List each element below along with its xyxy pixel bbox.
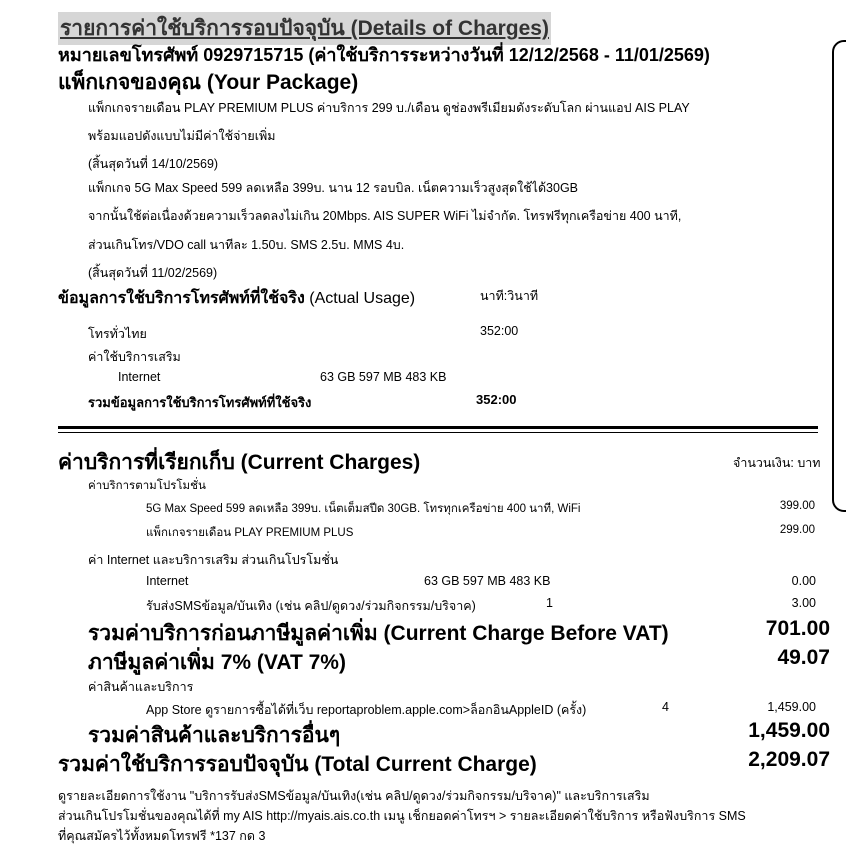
usage-heading [58, 286, 415, 311]
sms-label: รับส่งSMSข้อมูล/บันเทิง (เช่น คลิป/ดูดวง/ร่วมกิจกรรม/บริจาค) [146, 599, 476, 613]
usage-total-value: 352:00 [476, 392, 517, 407]
usage-internet-value: 63 GB 597 MB 483 KB [320, 370, 447, 384]
usage-unit-label: นาที:วินาที [480, 289, 539, 303]
usage-internet-label: Internet [118, 370, 161, 384]
sms-count: 1 [546, 596, 553, 610]
appstore-count: 4 [662, 700, 669, 714]
page-title: รายการค่าใช้บริการรอบปัจจุบัน (Details of Charges) [58, 12, 551, 45]
usage-heading-en: (Actual Usage) [309, 290, 416, 307]
promo-item-amount: 399.00 [779, 500, 815, 512]
usage-heading-th: ข้อมูลการใช้บริการโทรศัพท์ที่ใช้จริง [58, 290, 305, 307]
goods-total-amount: 1,459.00 [748, 719, 830, 742]
before-vat-label: รวมค่าบริการก่อนภาษีมูลค่าเพิ่ม (Current Charge Before VAT) [88, 622, 669, 645]
extra-services-label: ค่าใช้บริการเสริม [88, 350, 181, 364]
divider-thin [58, 432, 818, 433]
charges-internet-amount: 0.00 [791, 574, 816, 588]
call-label: โทรทั่วไทย [88, 327, 147, 341]
charges-heading: ค่าบริการที่เรียกเก็บ (Current Charges) [58, 451, 421, 474]
vat-label: ภาษีมูลค่าเพิ่ม 7% (VAT 7%) [88, 651, 346, 674]
vat-amount: 49.07 [777, 646, 830, 669]
before-vat-amount: 701.00 [765, 617, 830, 640]
grand-total-label: รวมค่าใช้บริการรอบปัจจุบัน (Total Current Charge) [58, 753, 537, 776]
package-line: (สิ้นสุดวันที่ 11/02/2569) [88, 266, 218, 280]
internet-section-label: ค่า Internet และบริการเสริม ส่วนเกินโปรโมชั่น [88, 553, 339, 567]
grand-total-amount: 2,209.07 [748, 748, 830, 771]
goods-section-label: ค่าสินค้าและบริการ [88, 680, 194, 694]
promo-item-desc: แพ็กเกจรายเดือน PLAY PREMIUM PLUS [146, 527, 354, 539]
package-line: แพ็กเกจ 5G Max Speed 599 ลดเหลือ 399บ. นาน 12 รอบบิล. เน็ตความเร็วสูงสุดใช้ได้30GB [88, 181, 579, 195]
sms-amount: 3.00 [791, 596, 816, 610]
footer-line: ส่วนเกินโปรโมชั่นของคุณได้ที่ my AIS http://myais.ais.co.th เมนู เช็กยอดค่าโทรฯ > รายละเอียดค่าใช้บริการ หรือฟังบริการ SMS [58, 809, 746, 823]
divider-thick [58, 426, 818, 429]
package-heading: แพ็กเกจของคุณ (Your Package) [58, 71, 359, 94]
promo-item-amount: 299.00 [779, 524, 815, 536]
currency-label: จำนวนเงิน: บาท [733, 456, 821, 470]
promo-item-desc: 5G Max Speed 599 ลดเหลือ 399บ. เน็ตเต็มสปีด 30GB. โทรทุกเครือข่าย 400 นาที, WiFi [146, 503, 581, 515]
phone-number-line: หมายเลขโทรศัพท์ 0929715715 (ค่าใช้บริการระหว่างวันที่ 12/12/2568 - 11/01/2569) [58, 45, 710, 65]
appstore-label: App Store ดูรายการซื้อได้ที่เว็บ reportaproblem.apple.com>ล็อกอินAppleID (ครั้ง) [146, 703, 587, 717]
package-line: จากนั้นใช้ต่อเนื่องด้วยความเร็วลดลงไม่เกิน 20Mbps. AIS SUPER WiFi ไม่จำกัด. โทรฟรีทุกเครือข่าย 400 นาที, [88, 209, 682, 223]
goods-total-label: รวมค่าสินค้าและบริการอื่นๆ [88, 724, 341, 747]
call-value: 352:00 [480, 324, 519, 338]
charges-internet-usage: 63 GB 597 MB 483 KB [424, 574, 551, 588]
package-line: แพ็กเกจรายเดือน PLAY PREMIUM PLUS ค่าบริการ 299 บ./เดือน ดูช่องพรีเมียมดังระดับโลก ผ่านแอป AIS PLAY [88, 101, 690, 115]
side-frame [832, 40, 846, 512]
promo-section-label: ค่าบริการตามโปรโมชั่น [88, 480, 206, 492]
footer-line: ดูรายละเอียดการใช้งาน "บริการรับส่งSMSข้อมูล/บันเทิง(เช่น คลิป/ดูดวง/ร่วมกิจกรรม/บริจาค)" และบริการเสริม [58, 789, 650, 803]
charges-internet-label: Internet [146, 574, 189, 588]
appstore-amount: 1,459.00 [767, 700, 816, 714]
package-line: ส่วนเกินโทร/VDO call นาทีละ 1.50บ. SMS 2.5บ. MMS 4บ. [88, 238, 405, 252]
usage-total-label: รวมข้อมูลการใช้บริการโทรศัพท์ที่ใช้จริง [88, 395, 312, 410]
package-line: พร้อมแอปดังแบบไม่มีค่าใช้จ่ายเพิ่ม [88, 129, 276, 143]
package-line: (สิ้นสุดวันที่ 14/10/2569) [88, 157, 219, 171]
footer-line: ที่คุณสมัครไว้ทั้งหมดโทรฟรี *137 กด 3 [58, 829, 266, 843]
